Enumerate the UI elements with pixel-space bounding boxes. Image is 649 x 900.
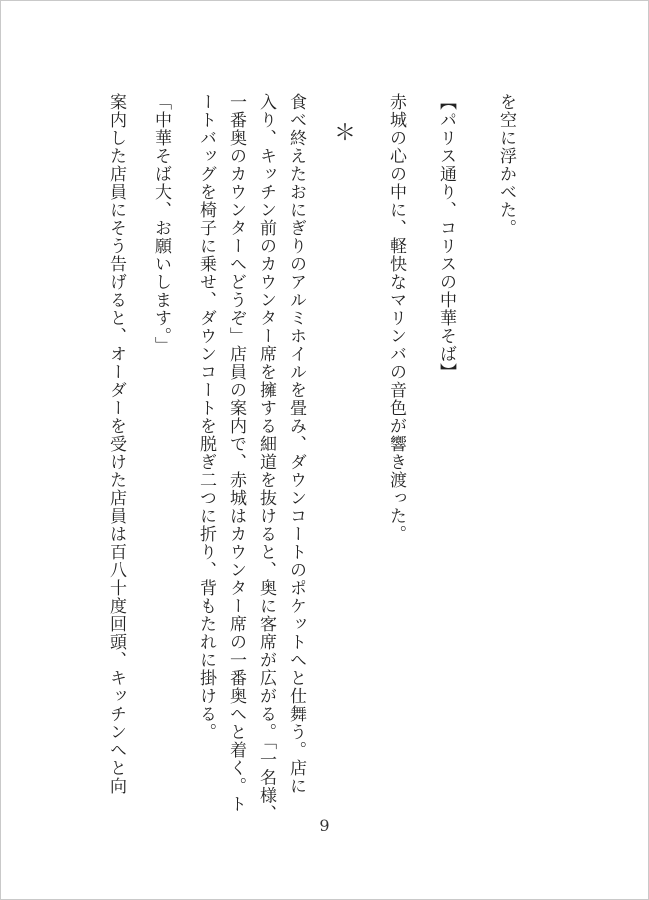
text-line-7: ートバッグを椅子に乗せ、ダウンコートを脱ぎ二つに折り、背もたれに掛ける。 bbox=[196, 93, 216, 741]
text-line-6: 一番奥のカウンターへどうぞ」店員の案内で、赤城はカウンター席の一番奥へと着く。ト bbox=[226, 93, 246, 813]
text-line-5: 入り、キッチン前のカウンター席を擁する細道を抜けると、奥に客席が広がる。「一名様、 bbox=[256, 93, 276, 823]
text-line-3: 赤城の心の中に、軽快なマリンバの音色が響き渡った。 bbox=[386, 93, 406, 543]
page-number: 9 bbox=[319, 816, 330, 835]
text-line-9: 案内した店員にそう告げると、オーダーを受けた店員は百八十度回頭、キッチンへと向 bbox=[106, 93, 126, 795]
text-line-8: 「中華そば大、お願いします。」 bbox=[151, 93, 171, 355]
section-heading: 【パリス通り、コリスの中華そば】 bbox=[436, 93, 456, 381]
text-line-4: 食べ終えたおにぎりのアルミホイルを畳み、ダウンコートのポケットへと仕舞う。店に bbox=[286, 93, 306, 795]
scene-break-asterisk: ＊ bbox=[334, 121, 357, 146]
text-line-1: を空に浮かべた。 bbox=[496, 93, 516, 237]
